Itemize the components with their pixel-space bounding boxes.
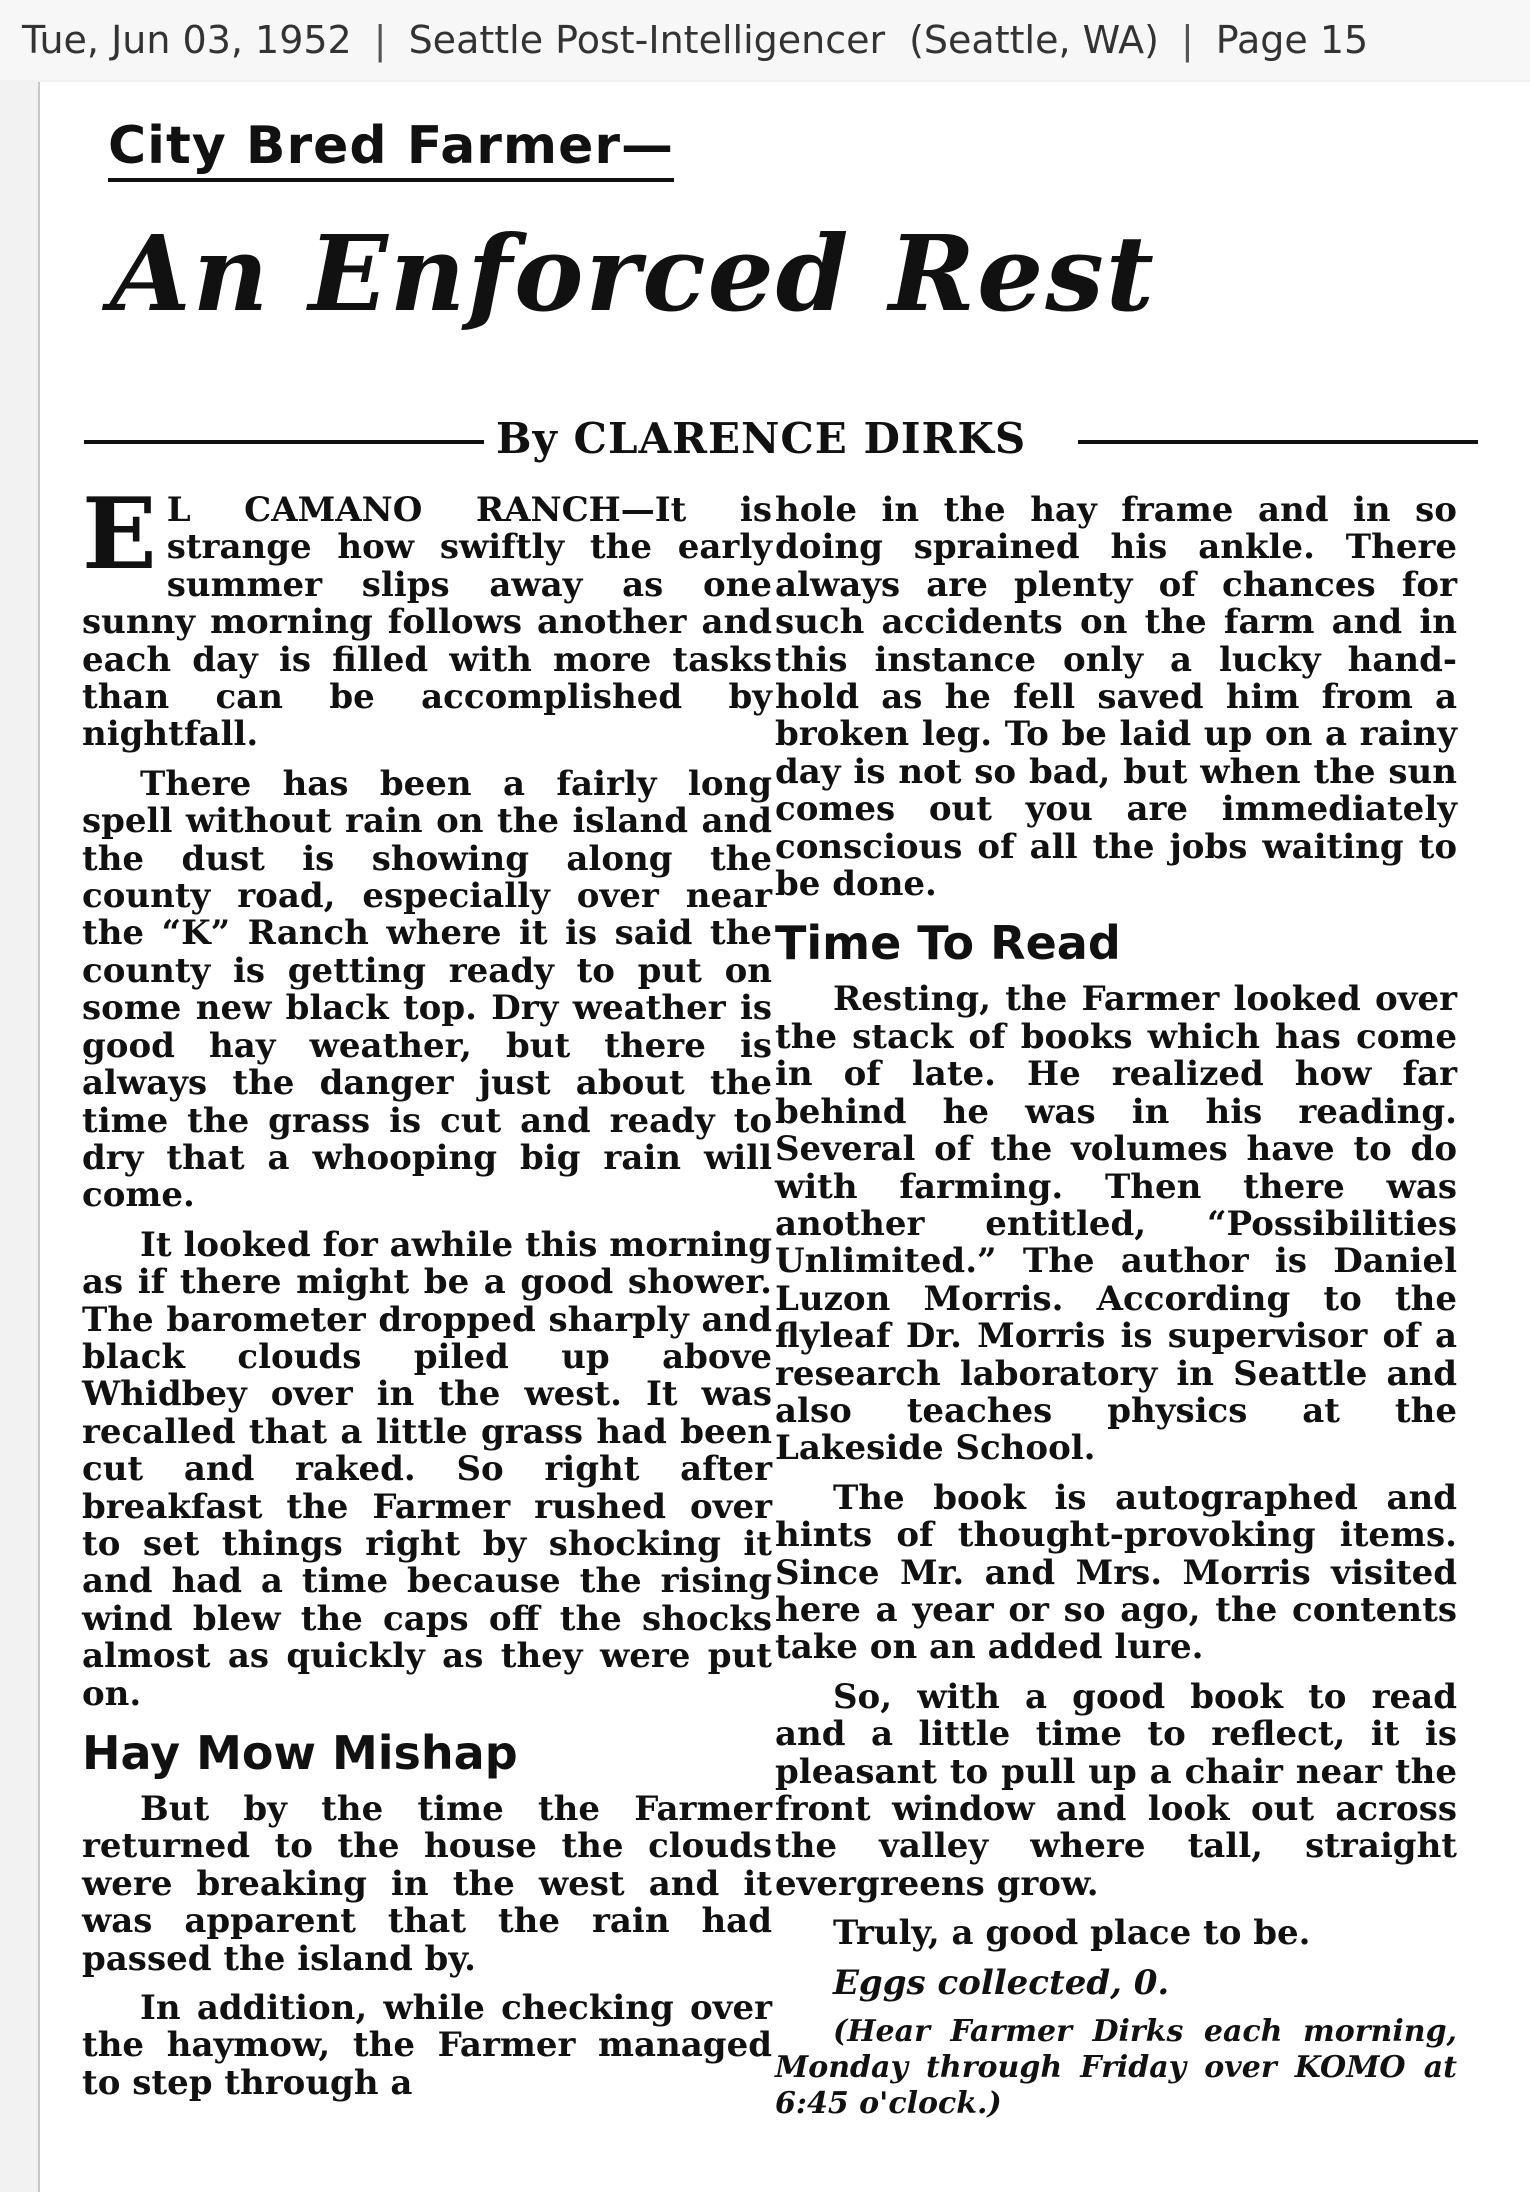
byline-row [84, 410, 1484, 466]
eggs-collected: Eggs collected, 0. [833, 1962, 1170, 2003]
paragraph: hole in the hay frame and in so doing sprained his ankle. There always are plenty of chances for such accidents on the farm and in this instance only a lucky hand-hold as he fell saved him from a broken leg. To be laid up on a rainy day is not so bad, but when the sun comes out you are immediately conscious of all the jobs waiting to be done. [775, 490, 1457, 905]
article [40, 82, 1530, 2192]
page-number: Page 15 [1215, 18, 1369, 62]
paragraph: So, with a good book to read and a little time to reflect, it is pleasant to pull up a chair near the front window and look out across the valley where tall, straight evergreens grow. [775, 1676, 1457, 1904]
paragraph: But by the time the Farmer returned to the house the clouds were breaking in the west and it was apparent that the rain had passed the island by. [82, 1789, 772, 1979]
header-separator: | [1180, 18, 1194, 62]
byline-rule [84, 440, 484, 444]
paragraph: Resting, the Farmer looked over the stack of books which has come in of late. He realized how far behind he was in his reading. Several of the volumes have to do with farming. Then there was another entitled, “Possibilities Unlimited.” The author is Daniel Luzon Morris. According to the flyleaf Dr. Morris is supervisor of a research laboratory in Seattle and also teaches physics at the Lakeside School. [775, 979, 1457, 1469]
paragraph: There has been a fairly long spell without rain on the island and the dust is showing along the county road, especially over near the “K” Ranch where it is said the county is getting ready to put on some new black top. Dry weather is good hay weather, but there is always the danger just about the time the grass is cut and ready to dry that a whooping big rain will come. [82, 763, 772, 1216]
publication-date: Tue, Jun 03, 1952 [22, 18, 352, 62]
left-column [82, 477, 772, 2114]
radio-note: (Hear Farmer Dirks each morning, Monday through Friday over KOMO at 6:45 o'clock.) [775, 2014, 1457, 2122]
paragraph: The book is autographed and hints of thought-provoking items. Since Mr. and Mrs. Morris visited here a year or so ago, the contents take on an added lure. [775, 1477, 1457, 1668]
byline-rule [1078, 440, 1478, 444]
article-headline: An Enforced Rest [110, 212, 1156, 335]
right-column [775, 492, 1457, 2134]
paragraph: It looked for awhile this morning as if there might be a good shower. The barometer dropped sharply and black clouds piled up above Whidbey over in the west. It was recalled that a little grass had been cut and raked. So right after breakfast the Farmer rushed over to set things right by shocking it and had a time because the rising wind blew the caps off the shocks almost as quickly as they were put on. [82, 1224, 772, 1714]
publication-location: (Seattle, WA) [909, 18, 1159, 62]
paragraph-text: L CAMANO RANCH—It is strange how swiftly the early summer slips away as one sunny morning follows another and each day is filled with more tasks than can be accomplished by nightfall. [82, 490, 772, 755]
column-kicker: City Bred Farmer— [108, 116, 674, 182]
newspaper-clipping [38, 82, 1530, 2192]
publication-name: Seattle Post-Intelligencer [408, 18, 886, 62]
byline: By CLARENCE DIRKS [496, 414, 1027, 463]
drop-cap: E [82, 477, 157, 592]
subheading: Hay Mow Mishap [82, 1726, 518, 1780]
subheading: Time To Read [775, 916, 1121, 971]
paragraph [82, 477, 772, 755]
paragraph: In addition, while checking over the haymow, the Farmer managed to step through a [82, 1988, 772, 2103]
clipping-header-bar [0, 0, 1530, 80]
header-separator: | [373, 18, 387, 62]
paragraph: Truly, a good place to be. [833, 1913, 1311, 1954]
